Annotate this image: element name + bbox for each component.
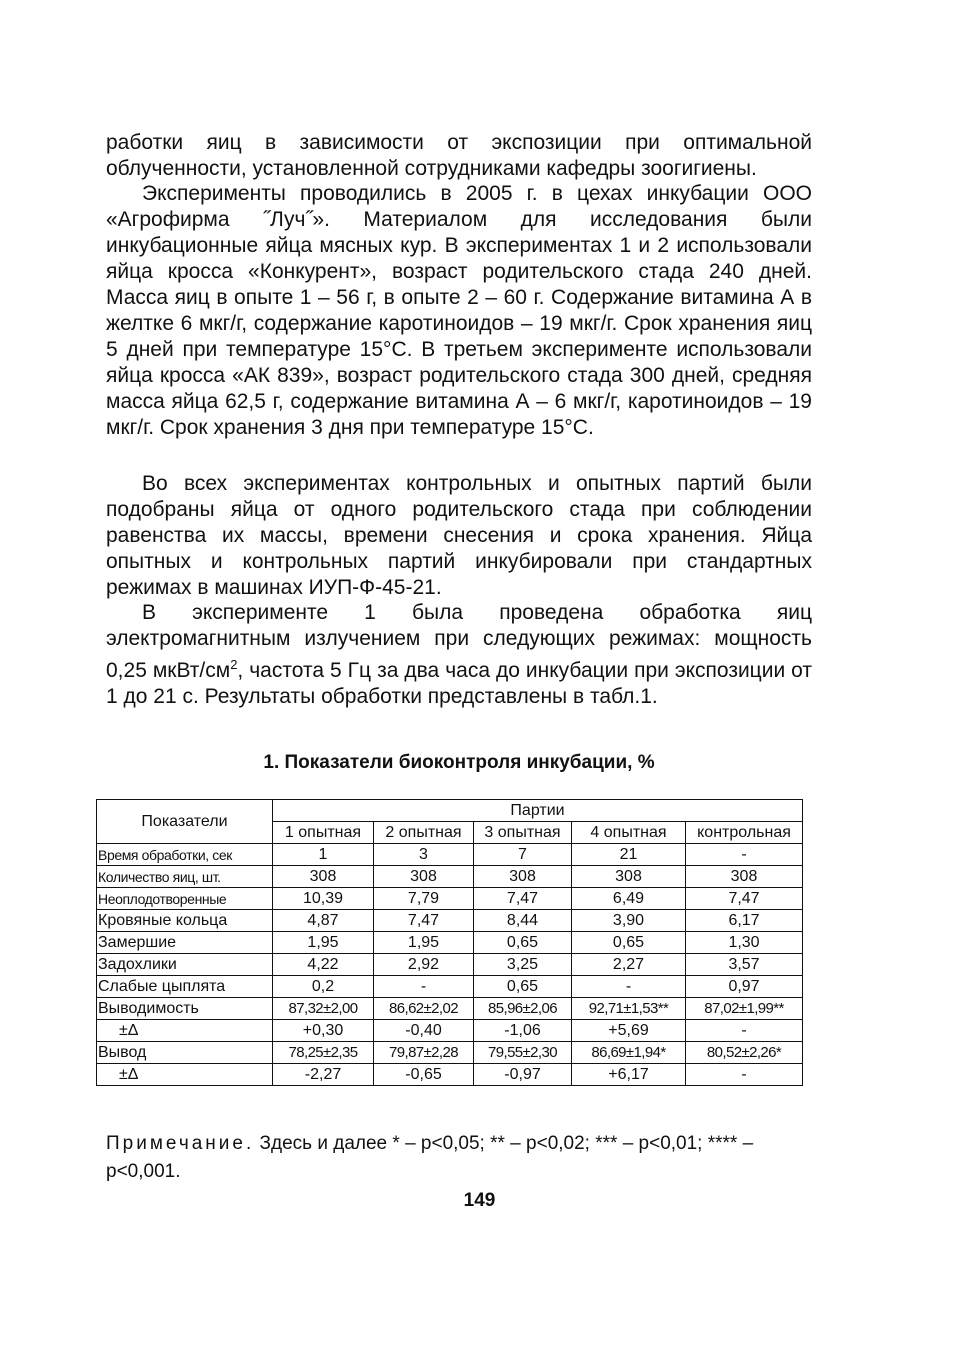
table-cell: 2,92 [374,954,474,976]
header-indicator: Показатели [97,800,273,844]
table-cell: 92,71±1,53** [572,998,686,1020]
table-cell: 0,65 [474,976,572,998]
table-cell: -0,65 [374,1064,474,1086]
table-cell: 1,30 [686,932,803,954]
table-row [97,1042,803,1064]
table-row [97,910,803,932]
table-cell: - [686,844,803,866]
table-row [97,932,803,954]
table-cell: 86,62±2,02 [374,998,474,1020]
table-cell: -1,06 [474,1020,572,1042]
row-label: Выводимость [97,998,273,1020]
table-note [106,1130,812,1186]
table-cell: 79,87±2,28 [374,1042,474,1064]
table-cell: +5,69 [572,1020,686,1042]
table-cell: -0,97 [474,1064,572,1086]
column-header: контрольная [686,822,803,844]
table-cell: 308 [474,866,572,888]
row-label: Замершие [97,932,273,954]
column-header: 4 опытная [572,822,686,844]
table-cell: 308 [572,866,686,888]
table-cell: 0,65 [572,932,686,954]
table-cell: - [374,976,474,998]
table-row [97,1064,803,1086]
table-cell: 308 [374,866,474,888]
table-cell: +6,17 [572,1064,686,1086]
table-row [97,1020,803,1042]
table-cell: 7,47 [474,888,572,910]
column-header: 3 опытная [474,822,572,844]
table-row [97,954,803,976]
row-label: Слабые цыплята [97,976,273,998]
row-label: Время обработки, сек [97,844,273,866]
table-cell: - [686,1020,803,1042]
column-header: 2 опытная [374,822,474,844]
table-cell: 0,2 [273,976,374,998]
row-label: Кровяные кольца [97,910,273,932]
paragraph-1: работки яиц в зависимости от экспозиции при оптимальной облученности, установленной сотрудниками кафедры зоогигиены. [106,131,812,180]
table-cell: - [572,976,686,998]
table-cell: 79,55±2,30 [474,1042,572,1064]
table-cell: 7,47 [686,888,803,910]
row-label: Задохлики [97,954,273,976]
table-row [97,888,803,910]
table-cell: 85,96±2,06 [474,998,572,1020]
row-label: ±Δ [97,1020,273,1042]
table-cell: -0,40 [374,1020,474,1042]
table-cell: 308 [686,866,803,888]
table-cell: 4,22 [273,954,374,976]
table-cell: 80,52±2,26* [686,1042,803,1064]
column-header: 1 опытная [273,822,374,844]
row-label: ±Δ [97,1064,273,1086]
table-cell: 87,02±1,99** [686,998,803,1020]
table-cell: 10,39 [273,888,374,910]
paragraph-4 [106,600,812,710]
table-row [97,976,803,998]
row-label: Неоплодотворенные [97,888,273,910]
table-cell: 3,25 [474,954,572,976]
table-cell: 3,90 [572,910,686,932]
table-cell: 1,95 [374,932,474,954]
table-header-row-1 [97,800,803,822]
incubation-table [96,799,803,1086]
table-cell: 0,97 [686,976,803,998]
table-cell: 86,69±1,94* [572,1042,686,1064]
table-cell: 78,25±2,35 [273,1042,374,1064]
table-row [97,998,803,1020]
note-text: Здесь и далее * – р<0,05; ** – р<0,02; *** – р<0,01; **** – р<0,001. [106,1133,754,1182]
row-label: Количество яиц, шт. [97,866,273,888]
table-cell: 6,49 [572,888,686,910]
table-cell: 8,44 [474,910,572,932]
table-cell: - [686,1064,803,1086]
paragraph-3: Во всех экспериментах контрольных и опытных партий были подобраны яйца от одного родительского стада при соблюдении равенства их массы, времени снесения и срока хранения. Яйца опытных и контрольных партий инкубировали при стандартных режимах в машинах ИУП-Ф-45-21. [106,472,812,599]
paragraph-4-part-a: В эксперименте 1 была проведена обработка яиц электромагнитным излучением при следующих режимах: мощность 0,25 мкВт/см [106,601,812,682]
table-row [97,844,803,866]
row-label: Вывод [97,1042,273,1064]
page-number: 149 [463,1190,496,1211]
table-row [97,866,803,888]
table-cell: 2,27 [572,954,686,976]
table-cell: 3,57 [686,954,803,976]
paragraph-2: Эксперименты проводились в 2005 г. в цехах инкубации ООО «Агрофирма ˝Луч˝». Материалом для исследования были инкубационные яйца мясных кур. В экспериментах 1 и 2 использовали яйца кросса «Конкурент», возраст родительского стада 240 дней. Масса яиц в опыте 1 – 56 г, в опыте 2 – 60 г. Содержание витамина А в желтке 6 мкг/г, содержание каротиноидов – 19 мкг/г. Срок хранения яиц 5 дней при температуре 15°С. В третьем эксперименте использовали яйца кросса «АК 839», возраст родительского стада 300 дней, средняя масса яйца 62,5 г, содержание витамина А – 6 мкг/г, каротиноидов – 19 мкг/г. Срок хранения 3 дня при температуре 15°С. [106,182,812,439]
table-cell: 7 [474,844,572,866]
table-cell: 87,32±2,00 [273,998,374,1020]
paragraph-4-part-b: , частота 5 Гц за два часа до инкубации при экспозиции от 1 до 21 с. Результаты обработки представлены в табл.1. [106,659,812,708]
table-cell: 4,87 [273,910,374,932]
table-cell: 7,79 [374,888,474,910]
table-cell: 1,95 [273,932,374,954]
table-cell: 21 [572,844,686,866]
table-cell: 0,65 [474,932,572,954]
table-cell: +0,30 [273,1020,374,1042]
table-cell: 6,17 [686,910,803,932]
table-cell: -2,27 [273,1064,374,1086]
table-cell: 308 [273,866,374,888]
header-group: Партии [273,800,803,822]
table-caption: 1. Показатели биоконтроля инкубации, % [263,752,655,773]
table-cell: 1 [273,844,374,866]
superscript-2: 2 [230,657,238,672]
note-label: Примечание. [106,1133,255,1154]
table-cell: 7,47 [374,910,474,932]
table-cell: 3 [374,844,474,866]
